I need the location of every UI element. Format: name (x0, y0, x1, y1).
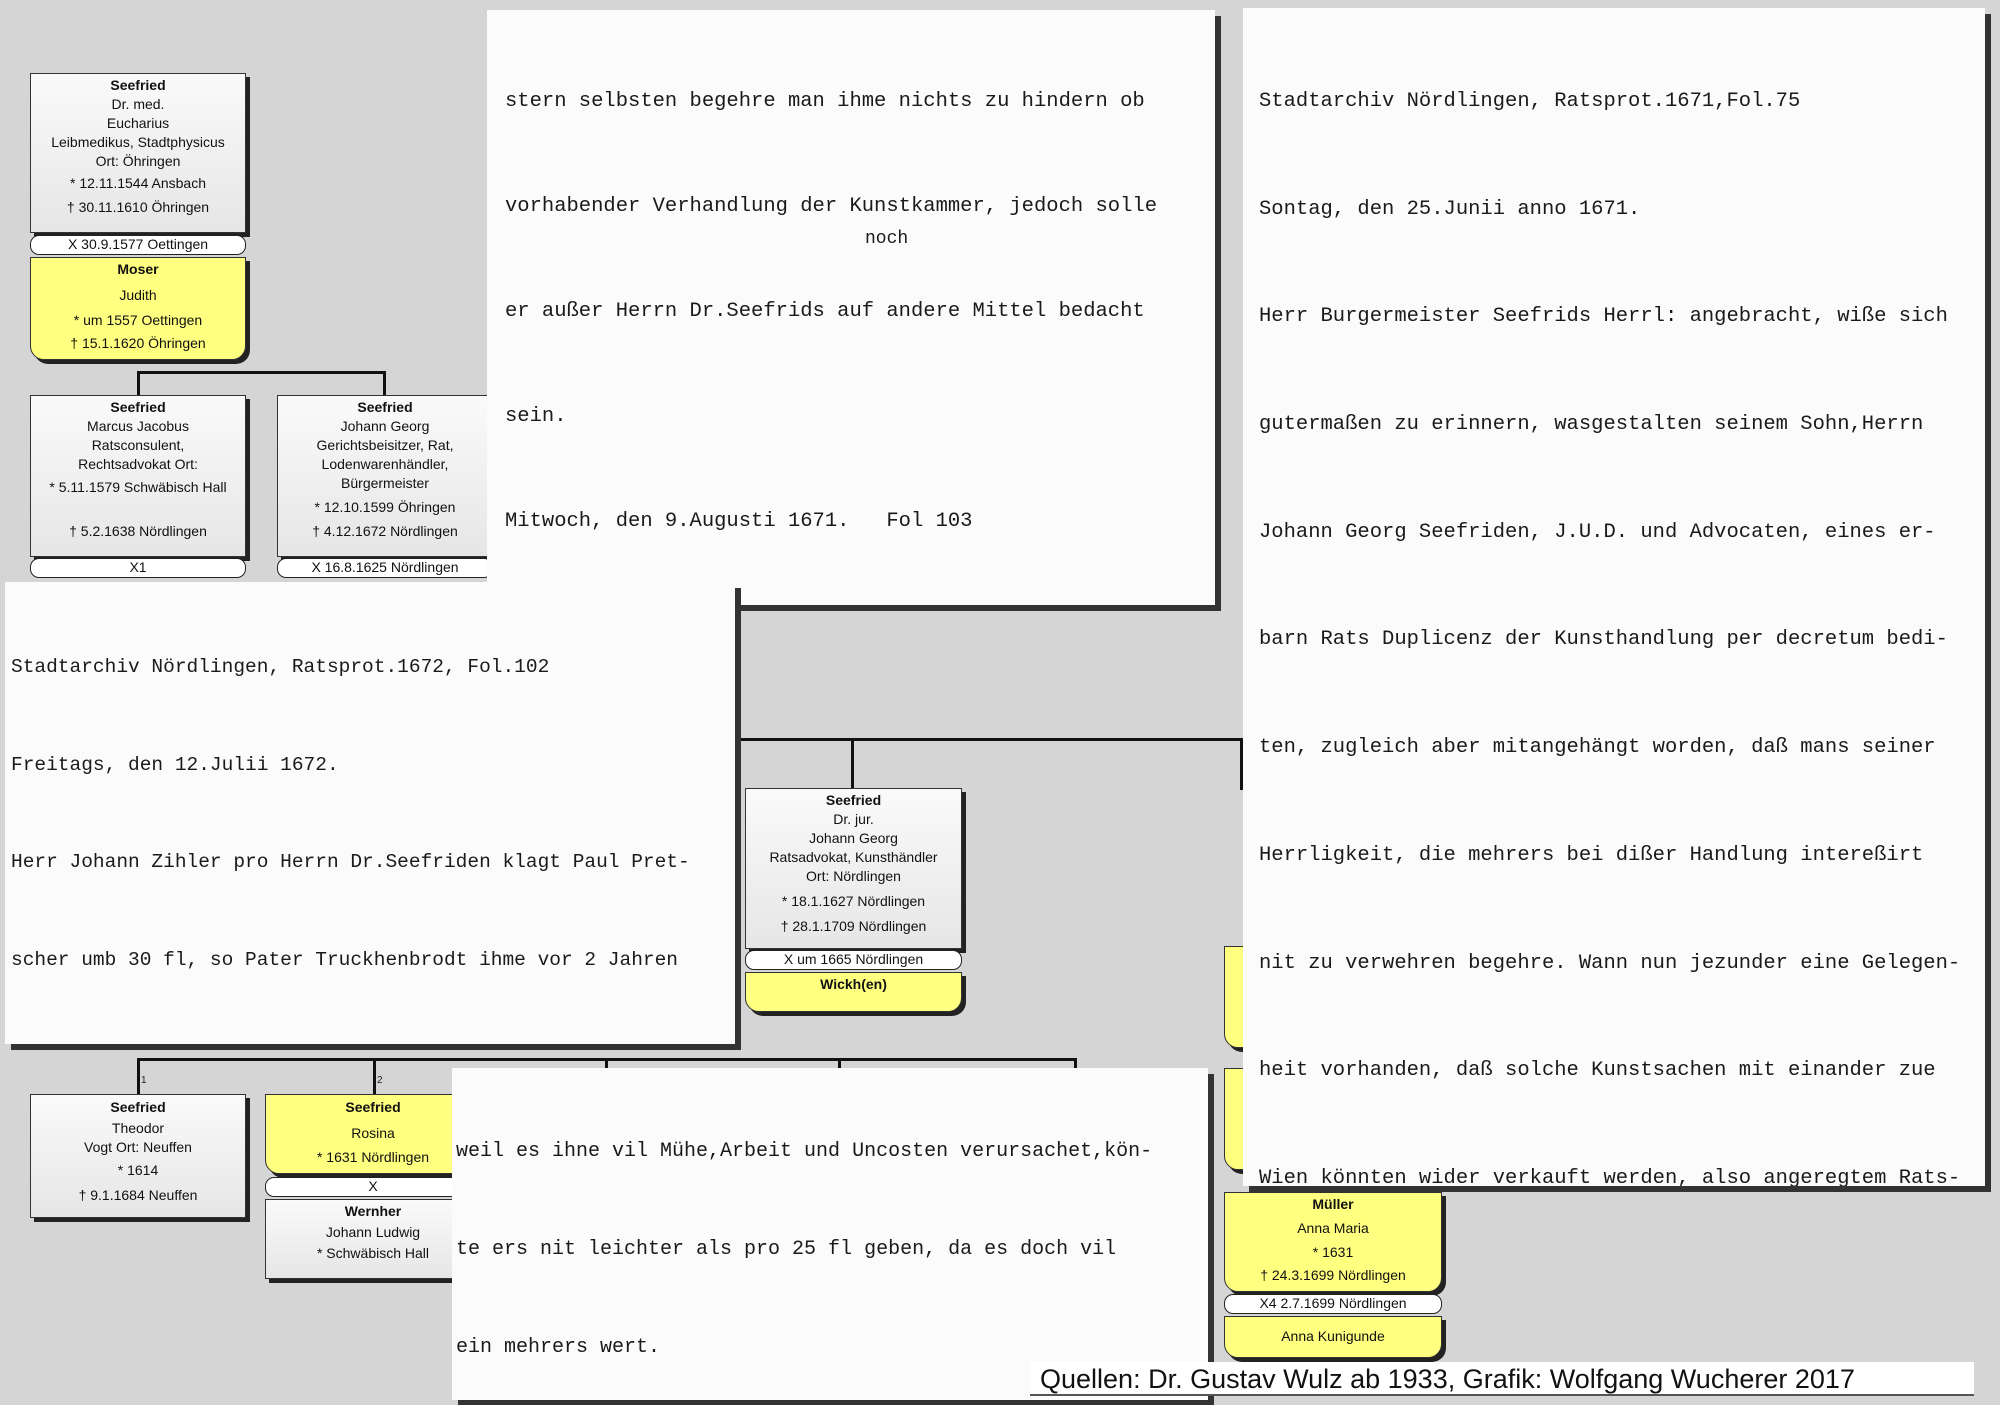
person-detail: Leibmedikus, Stadtphysicus (51, 134, 225, 150)
document-line: er außer Herrn Dr.Seefrids auf andere Mittel bedacht (505, 300, 1145, 323)
person-detail: * 12.11.1544 Ansbach (70, 175, 206, 191)
document-line: stern selbsten begehre man ihme nichts zu hindern ob (505, 90, 1145, 113)
document-line: Herr Burgermeister Seefrids Herrl: angebracht, wiße sich (1259, 305, 1948, 329)
connector-line (851, 738, 854, 788)
connector-line (373, 1058, 376, 1094)
marriage-label: X 30.9.1577 Oettingen (30, 235, 246, 255)
person-detail: Eucharius (106, 115, 170, 131)
connector-line (137, 373, 140, 396)
person-detail: * 18.1.1627 Nördlingen (781, 893, 926, 909)
connector-line (137, 371, 385, 374)
person-surname: Moser (117, 261, 159, 277)
person-detail: Bürgermeister (341, 475, 429, 491)
person-card-eucharius[interactable] (30, 73, 246, 233)
person-detail: † 4.12.1672 Nördlingen (312, 523, 458, 539)
person-detail: † 15.1.1620 Öhringen (70, 335, 206, 351)
person-card-marcus[interactable] (30, 395, 246, 557)
person-detail: * 1631 Nördlingen (316, 1149, 430, 1165)
document-right (1243, 8, 1985, 1186)
document-line: Sontag, den 25.Junii anno 1671. (1259, 197, 1641, 221)
document-line: Johann Georg Seefriden, J.U.D. und Advocaten, eines er- (1259, 520, 1936, 544)
document-line: weil es ihne vil Mühe,Arbeit und Uncosten verursachet,kön- (456, 1139, 1153, 1163)
marriage-label: X4 2.7.1699 Nördlingen (1224, 1294, 1442, 1314)
person-detail: * 5.11.1579 Schwäbisch Hall (49, 479, 227, 495)
person-card-johann-georg-jur[interactable] (745, 788, 962, 949)
person-surname: Wickh(en) (820, 976, 887, 992)
person-detail: † 9.1.1684 Neuffen (78, 1187, 198, 1203)
marriage-label: X 16.8.1625 Nördlingen (277, 558, 493, 578)
person-detail: * um 1557 Oettingen (73, 312, 203, 328)
person-detail: Rechtsadvokat Ort: (78, 456, 198, 472)
document-line: heit vorhanden, daß solche Kunstsachen mit einander zue (1259, 1059, 1936, 1083)
connector-line (137, 1058, 140, 1094)
person-surname: Seefried (345, 1099, 401, 1115)
connector-line (383, 371, 386, 396)
person-detail (31, 497, 245, 516)
person-detail: Ratsconsulent, (91, 437, 185, 453)
person-surname: Seefried (110, 1099, 166, 1115)
document-line: Stadtarchiv Nördlingen, Ratsprot.1671,Fol.75 (1259, 89, 1801, 113)
document-line: Freitags, den 12.Julii 1672. (11, 753, 339, 776)
document-line: Stadtarchiv Nördlingen, Ratsprot.1672, Fol.102 (11, 656, 550, 678)
person-detail: † 24.3.1699 Nördlingen (1260, 1267, 1406, 1283)
person-detail: * Schwäbisch Hall (316, 1245, 430, 1261)
person-card-kunigunde[interactable] (1224, 1316, 1442, 1358)
person-detail: † 30.11.1610 Öhringen (66, 199, 210, 215)
person-detail: Dr. jur. (833, 811, 874, 827)
document-line: Mitwoch, den 9.Augusti 1671. Fol 103 (505, 510, 973, 533)
person-detail: Theodor (111, 1120, 165, 1136)
person-detail: Marcus Jacobus (87, 418, 189, 434)
document-line: barn Rats Duplicenz der Kunsthandlung per decretum bedi- (1259, 628, 1948, 652)
person-detail: Dr. med. (111, 96, 165, 112)
person-detail: Judith (119, 287, 157, 303)
source-caption: Quellen: Dr. Gustav Wulz ab 1933, Grafik: Wolfgang Wucherer 2017 (1030, 1362, 1974, 1396)
person-surname: Seefried (825, 792, 882, 808)
person-detail: Ort: Öhringen (95, 153, 181, 169)
document-annotation: noch (865, 229, 909, 249)
person-detail: Ort: Nördlingen (806, 868, 901, 884)
person-detail: Gerichtsbeisitzer, Rat, (316, 437, 454, 453)
person-detail: † 28.1.1709 Nördlingen (780, 918, 927, 934)
child-number: 1 (141, 1075, 147, 1086)
marriage-label: X um 1665 Nördlingen (745, 950, 962, 970)
document-line: Herr Johann Zihler pro Herrn Dr.Seefriden klagt Paul Pret- (11, 851, 690, 873)
person-detail: Johann Georg (340, 418, 430, 434)
document-line: gutermaßen zu erinnern, wasgestalten seinem Sohn,Herrn (1259, 412, 1924, 436)
person-surname: Seefried (110, 399, 166, 415)
person-surname: Seefried (357, 399, 413, 415)
connector-line (730, 738, 1246, 741)
person-surname: Wernher (344, 1203, 402, 1219)
person-detail: * 1614 (117, 1162, 159, 1178)
person-detail: Vogt Ort: Neuffen (84, 1139, 192, 1155)
person-detail: Ratsadvokat, Kunsthändler (769, 849, 938, 865)
document-line: te ers nit leichter als pro 25 fl geben, da es doch vil (456, 1237, 1117, 1261)
person-detail: Johann Ludwig (325, 1224, 421, 1240)
person-detail: † 5.2.1638 Nördlingen (69, 523, 207, 539)
document-top (487, 10, 1215, 605)
person-card-mueller[interactable] (1224, 1192, 1442, 1292)
person-detail: Lodenwarenhändler, (321, 456, 449, 472)
person-surname: Seefried (110, 77, 166, 93)
person-card-judith[interactable] (30, 257, 246, 360)
person-detail: Johann Georg (809, 830, 898, 846)
document-line: sein. (505, 405, 567, 428)
person-card-theodor[interactable] (30, 1094, 246, 1218)
document-line: nit zu verwehren begehre. Wann nun jezunder eine Gelegen- (1259, 951, 1961, 975)
person-detail: Rosina (351, 1125, 395, 1141)
marriage-label: X (265, 1177, 481, 1197)
person-detail: Anna Maria (1297, 1220, 1369, 1236)
person-card-wickh[interactable] (745, 972, 962, 1012)
child-number: 2 (377, 1075, 383, 1086)
document-line: ten, zugleich aber mitangehängt worden, daß mans seiner (1259, 736, 1936, 760)
person-detail: * 12.10.1599 Öhringen (314, 499, 456, 515)
document-line: Wien könnten wider verkauft werden, also angeregtem Rats- (1259, 1167, 1961, 1186)
person-card-wernher[interactable] (265, 1199, 481, 1279)
person-card-johann-georg-sen[interactable] (277, 395, 493, 557)
document-line: scher umb 30 fl, so Pater Truckhenbrodt ihme vor 2 Jahren (11, 948, 679, 971)
document-mid (5, 582, 735, 1044)
person-card-rosina[interactable] (265, 1094, 481, 1174)
marriage-label: X1 (30, 558, 246, 578)
document-bottom (452, 1068, 1208, 1400)
document-line (11, 1041, 735, 1044)
person-detail: Anna Kunigunde (1281, 1328, 1385, 1344)
person-surname: Müller (1312, 1196, 1354, 1212)
document-line: Herrligkeit, die mehrers bei dißer Handlung intereßirt (1259, 843, 1924, 867)
person-detail: * 1631 (1312, 1244, 1354, 1260)
document-line: ein mehrers wert. (456, 1336, 661, 1360)
document-line: vorhabender Verhandlung der Kunstkammer, jedoch solle (505, 195, 1158, 218)
